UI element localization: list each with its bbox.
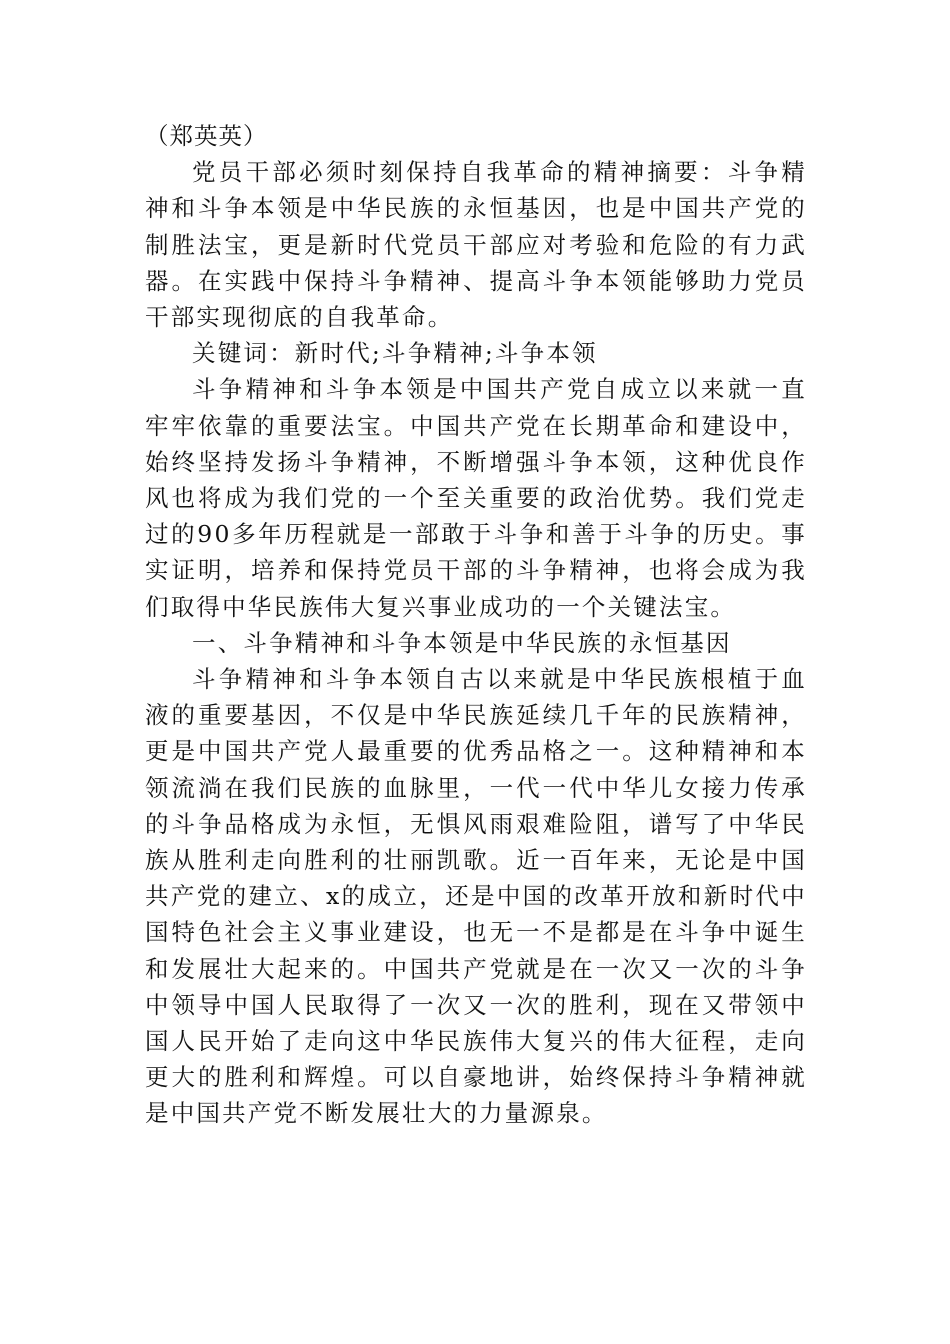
section-body-paragraph: 斗争精神和斗争本领自古以来就是中华民族根植于血液的重要基因，不仅是中华民族延续几千年的民族精神，更是中国共产党人最重要的优秀品格之一。这种精神和本领流淌在我们民族的血脉里，一代一代中华儿女接力传承的斗争品格成为永恒，无惧风雨艰难险阻，谱写了中华民族从胜利走向胜利的壮丽凯歌。近一百年来，无论是中国共产党的建立、x的成立，还是中国的改革开放和新时代中国特色社会主义事业建设，也无一不是都是在斗争中诞生和发展壮大起来的。中国共产党就是在一次又一次的斗争中领导中国人民取得了一次又一次的胜利，现在又带领中国人民开始了走向这中华民族伟大复兴的伟大征程，走向更大的胜利和辉煌。可以自豪地讲，始终保持斗争精神就是中国共产党不断发展壮大的力量源泉。 [145, 665, 807, 1128]
author-line: （郑英英） [145, 122, 268, 150]
abstract-paragraph: 党员干部必须时刻保持自我革命的精神摘要：斗争精神和斗争本领是中华民族的永恒基因，也是中国共产党的制胜法宝，更是新时代党员干部应对考验和危险的有力武器。在实践中保持斗争精神、提高斗争本领能够助力党员干部实现彻底的自我革命。 [145, 158, 807, 332]
keywords-line: 关键词：新时代;斗争精神;斗争本领 [192, 339, 598, 368]
section-heading: 一、斗争精神和斗争本领是中华民族的永恒基因 [192, 628, 732, 657]
document-page [145, 118, 807, 1132]
intro-paragraph: 斗争精神和斗争本领是中国共产党自成立以来就一直牢牢依靠的重要法宝。中国共产党在长期革命和建设中，始终坚持发扬斗争精神，不断增强斗争本领，这种优良作风也将成为我们党的一个至关重要的政治优势。我们党走过的90多年历程就是一部敢于斗争和善于斗争的历史。事实证明，培养和保持党员干部的斗争精神，也将会成为我们取得中华民族伟大复兴事业成功的一个关键法宝。 [145, 375, 807, 621]
